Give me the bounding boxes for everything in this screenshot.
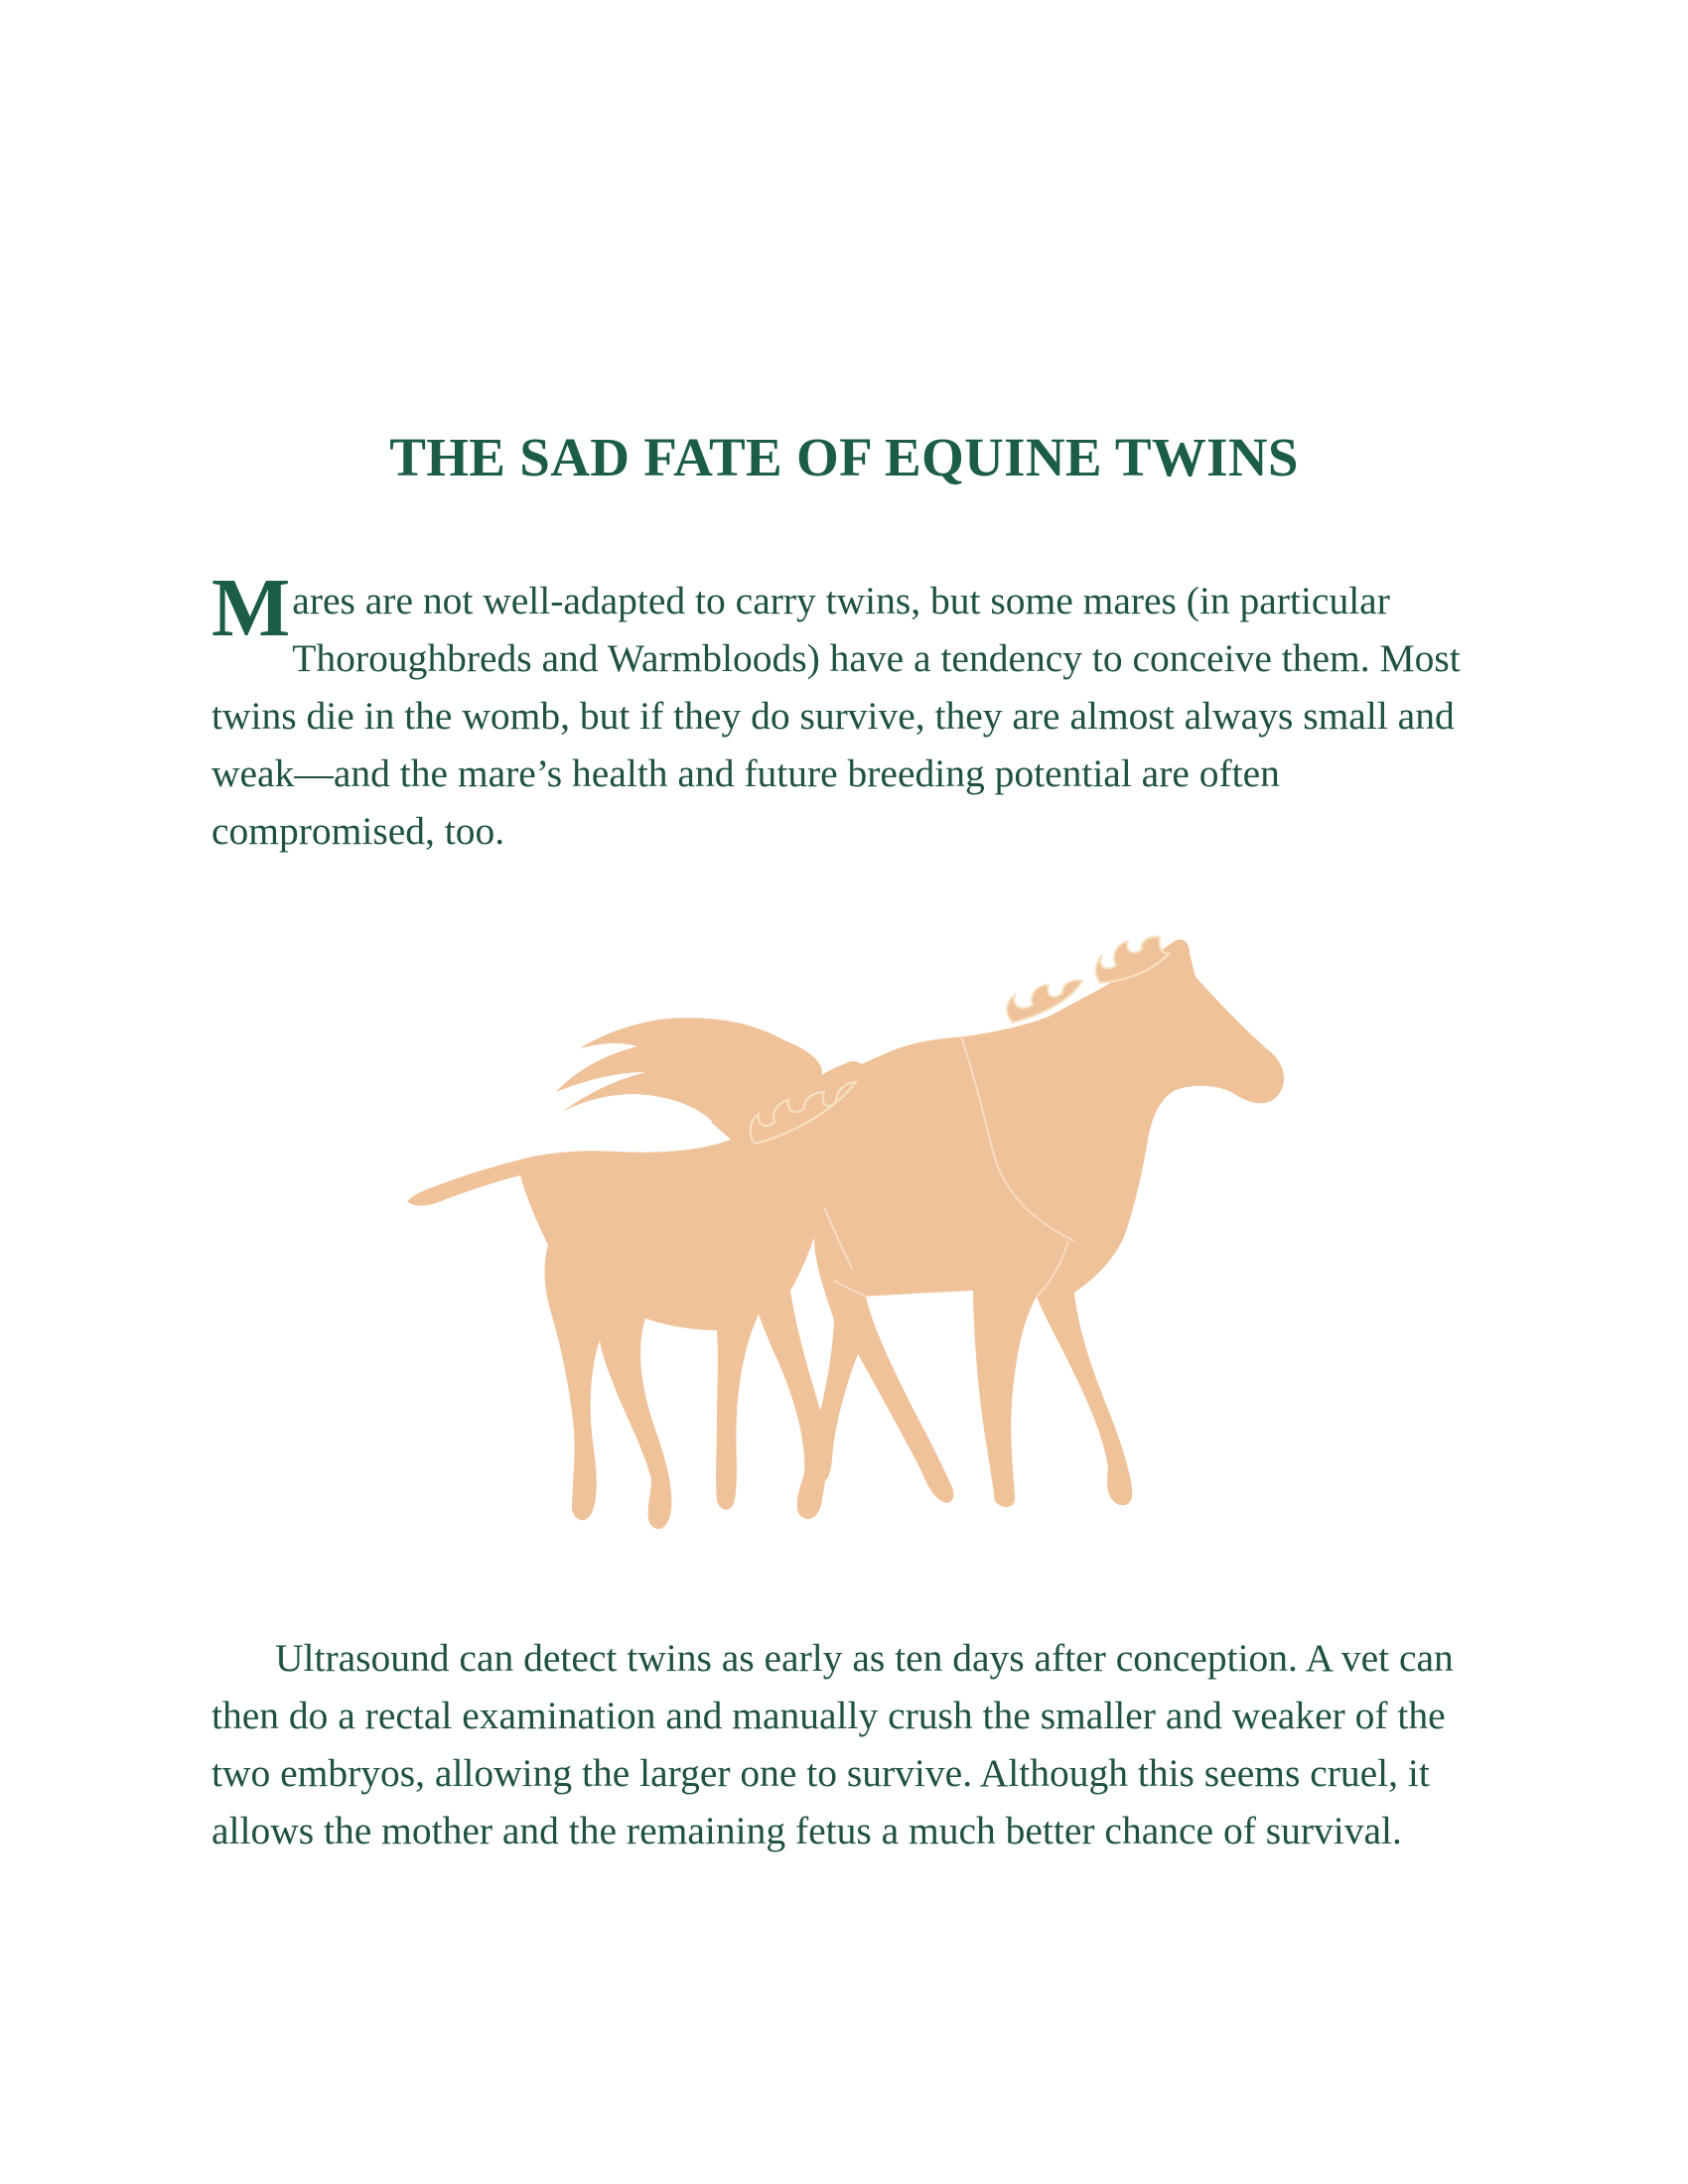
intro-paragraph bbox=[211, 562, 1492, 860]
intro-paragraph-text: ares are not well-adapted to carry twins, but some mares (in particular Thoroughbreds and Warmbloods) have a tendency to conceive them. Most twins die in the womb, but if they do survive, they are almost always small and weak—and the mare’s health and future breeding potential are often compromised, too. bbox=[211, 579, 1461, 853]
drop-cap: M bbox=[211, 562, 291, 654]
horses-silhouette-icon bbox=[387, 923, 1301, 1549]
body-paragraph: Ultrasound can detect twins as early as ten days after conception. A vet can then do a rectal examination and manually crush the smaller and weaker of the two embryos, allowing the larger one to survive. Although this seems cruel, it allows the mother and the remaining fetus a much better chance of survival. bbox=[211, 1636, 1454, 1852]
page-title: THE SAD FATE OF EQUINE TWINS bbox=[389, 427, 1299, 487]
